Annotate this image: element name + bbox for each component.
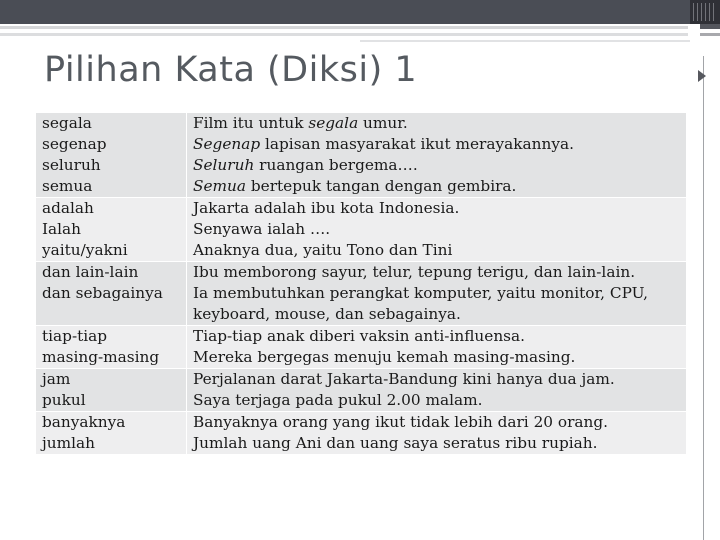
example-sentence: Saya terjaga pada pukul 2.00 malam. (193, 391, 483, 409)
top-banner (0, 0, 720, 24)
word: seluruh (42, 156, 101, 174)
example-sentence: Banyaknya orang yang ikut tidak lebih dari 20 orang. (193, 413, 609, 431)
example-sentence: Jakarta adalah ibu kota Indonesia. (193, 199, 460, 217)
decorative-rule (700, 24, 720, 29)
table-row (36, 113, 686, 198)
example-sentence: Seluruh ruangan bergema…. (193, 156, 418, 174)
word: pukul (42, 391, 86, 409)
word: semua (42, 177, 93, 195)
example-sentence: keyboard, mouse, dan sebagainya. (193, 305, 461, 323)
side-rule (703, 56, 704, 540)
example-cell (187, 326, 687, 369)
table-row (36, 369, 686, 412)
word-cell (36, 369, 187, 412)
decorative-rule (0, 26, 688, 29)
word: tiap-tiap (42, 327, 108, 345)
decorative-rule (360, 40, 690, 42)
example-cell (187, 369, 687, 412)
decorative-rule (0, 33, 688, 36)
word: yaitu/yakni (42, 241, 128, 259)
table-row (36, 198, 686, 262)
table-row (36, 326, 686, 369)
word: jumlah (42, 434, 95, 452)
example-sentence: Jumlah uang Ani dan uang saya seratus ribu rupiah. (193, 434, 598, 452)
example-cell (187, 412, 687, 455)
example-cell (187, 262, 687, 326)
diction-table (36, 113, 686, 454)
word-cell (36, 262, 187, 326)
triangle-marker-icon (698, 70, 706, 82)
word: jam (42, 370, 71, 388)
page-title: Pilihan Kata (Diksi) 1 (44, 50, 418, 90)
example-sentence: Mereka bergegas menuju kemah masing-masing. (193, 348, 576, 366)
word: dan sebagainya (42, 284, 163, 302)
example-sentence: Film itu untuk segala umur. (193, 114, 408, 132)
example-cell (187, 198, 687, 262)
example-cell (187, 113, 687, 198)
example-sentence: Semua bertepuk tangan dengan gembira. (193, 177, 517, 195)
word: segenap (42, 135, 107, 153)
table-row (36, 412, 686, 455)
table-row (36, 262, 686, 326)
word: Ialah (42, 220, 82, 238)
example-sentence: Perjalanan darat Jakarta-Bandung kini hanya dua jam. (193, 370, 615, 388)
word: banyaknya (42, 413, 126, 431)
word: adalah (42, 199, 94, 217)
example-sentence: Tiap-tiap anak diberi vaksin anti-influensa. (193, 327, 526, 345)
example-sentence: Senyawa ialah …. (193, 220, 331, 238)
example-sentence: Ibu memborong sayur, telur, tepung terigu, dan lain-lain. (193, 263, 636, 281)
word: dan lain-lain (42, 263, 139, 281)
word: segala (42, 114, 92, 132)
word-cell (36, 412, 187, 455)
example-sentence: Ia membutuhkan perangkat komputer, yaitu monitor, CPU, (193, 284, 648, 302)
word-cell (36, 326, 187, 369)
word-cell (36, 113, 187, 198)
example-sentence: Anaknya dua, yaitu Tono dan Tini (193, 241, 453, 259)
decorative-rule (700, 33, 720, 36)
word-cell (36, 198, 187, 262)
top-banner-texture (693, 3, 717, 21)
word: masing-masing (42, 348, 160, 366)
example-sentence: Segenap lapisan masyarakat ikut merayakannya. (193, 135, 574, 153)
